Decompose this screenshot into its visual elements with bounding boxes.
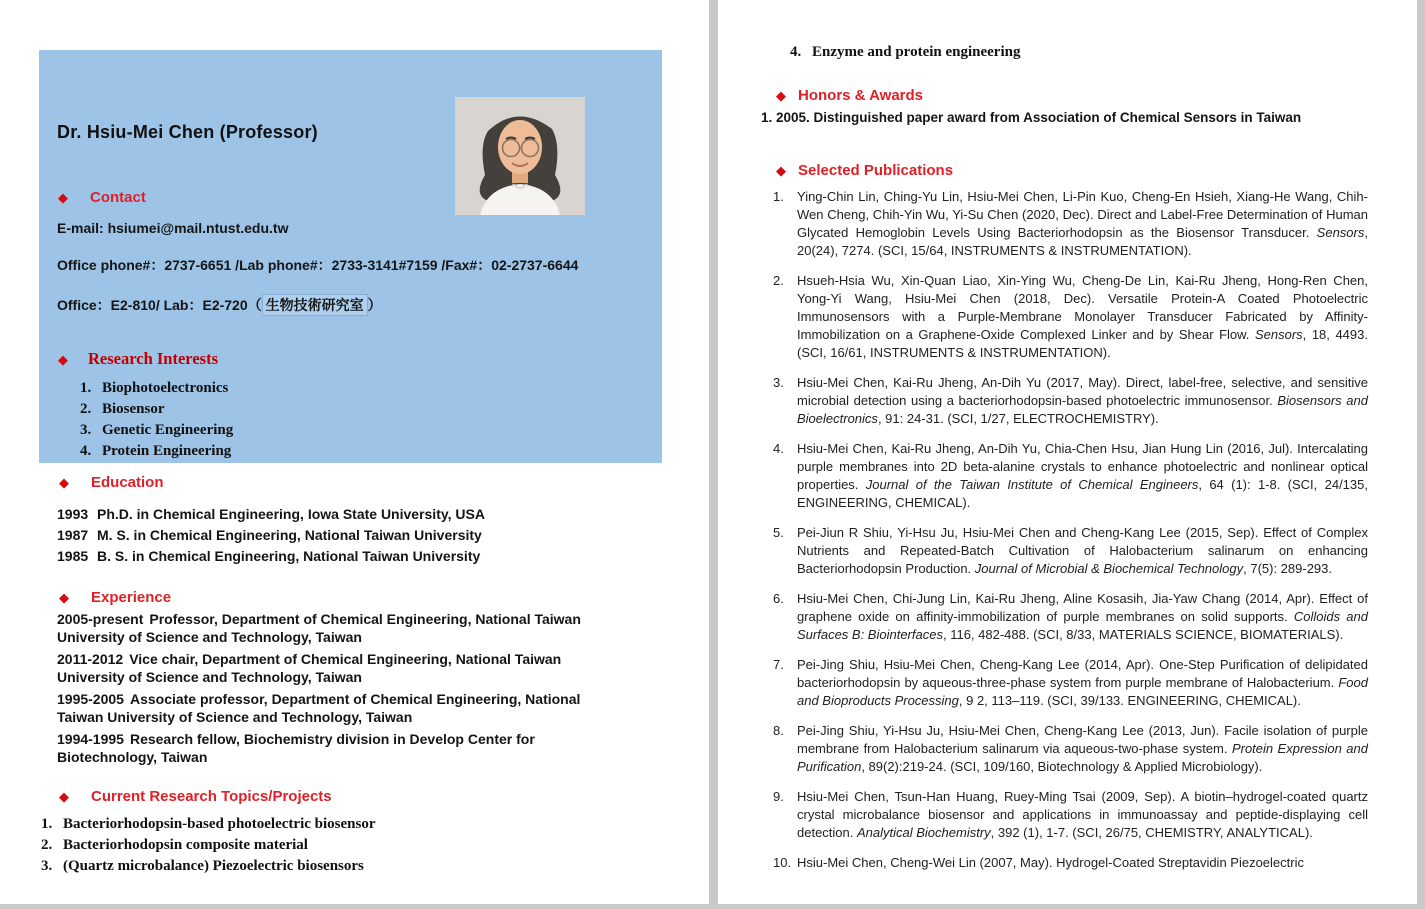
experience-item: 1994-1995 Research fellow, Biochemistry division in Develop Center for Biotechnology, Taiwan — [57, 731, 535, 765]
honors-heading-label: Honors & Awards — [798, 87, 924, 104]
publication-item: 7. Pei-Jing Shiu, Hsiu-Mei Chen, Cheng-Kang Lee (2014, Apr). One-Step Purification of delipidated bacteriorhodopsin by aqueous-three-phase system from purple membrane of Halobacterium. Food and Bioproducts Processing, 9 2, 113–119. (SCI, 39/133. ENGINEERING, CHEMICAL). — [773, 657, 1368, 708]
education-heading-label: Education — [91, 474, 164, 491]
diamond-icon: ◆ — [776, 88, 786, 103]
diamond-icon: ◆ — [59, 475, 69, 490]
cv-page-1 — [0, 0, 709, 904]
publication-item: 3. Hsiu-Mei Chen, Kai-Ru Jheng, An-Dih Yu (2017, May). Direct, label-free, selective, and sensitive microbial detection using a bacteriorhodopsin-based photoelectric immunosensor. Biosensors and Bioelectronics, 91: 24-31. (SCI, 1/27, ELECTROCHEMISTRY). — [773, 375, 1368, 426]
publication-item: 5. Pei-Jiun R Shiu, Yi-Hsu Ju, Hsiu-Mei Chen and Cheng-Kang Lee (2015, Sep). Effect of Complex Nutrients and Repeated-Batch Cultivation of Halobacterium salinarum on enhancing Bacteriorhodopsin Production. Journal of Microbial & Biochemical Technology, 7(5): 289-293. — [773, 525, 1368, 576]
experience-heading-label: Experience — [91, 589, 172, 606]
publication-item: 6. Hsiu-Mei Chen, Chi-Jung Lin, Kai-Ru Jheng, Aline Kosasih, Jia-Yaw Chang (2014, Apr). Effect of graphene oxide on affinity-immobilization of purple membranes on solid supports. Colloids and Surfaces B: Biointerfaces, 116, 482-488. (SCI, 8/33, MATERIALS SCIENCE, BIOMATERIALS). — [773, 591, 1368, 642]
diamond-icon: ◆ — [58, 351, 68, 367]
publication-item: 8. Pei-Jing Shiu, Yi-Hsu Ju, Hsiu-Mei Chen, Cheng-Kang Lee (2013, Jun). Facile isolation of purple membrane from Halobacterium salinarum via aqueous-two-phase system. Protein Expression and Purification, 89(2):219-24. (SCI, 109/160, Biotechnology & Applied Microbiology). — [773, 723, 1368, 774]
publication-item: 4. Hsiu-Mei Chen, Kai-Ru Jheng, An-Dih Yu, Chia-Chen Hsu, Jian Hung Lin (2016, Jul). Intercalating purple membranes into 2D beta-alanine crystals to enhance photoelectric and nonlinear optical properties. Journal of the Taiwan Institute of Chemical Engineers, 64 (1): 1-8. (SCI, 24/135, ENGINEERING, CHEMICAL). — [773, 441, 1368, 510]
office-line-prefix: Office：E2-810/ Lab：E2-720（ — [57, 297, 262, 313]
list-item: 1. Biophotoelectronics — [80, 380, 229, 396]
experience-heading — [59, 589, 617, 606]
page-gutter — [709, 0, 718, 909]
cv-body-left — [41, 463, 617, 877]
diamond-icon: ◆ — [58, 190, 68, 205]
honors-heading — [776, 87, 1417, 104]
list-item: 3. Genetic Engineering — [80, 422, 234, 438]
research-topics-continued-item: 4. Enzyme and protein engineering — [790, 44, 1021, 60]
experience-item: 2011-2012 Vice chair, Department of Chemical Engineering, National Taiwan University of Science and Technology, Taiwan — [57, 651, 562, 685]
publication-item: 9. Hsiu-Mei Chen, Tsun-Han Huang, Ruey-Ming Tsai (2009, Sep). A biotin–hydrogel-coated quartz crystal microbalance biosensor and applications in immunoassay and peptide-displaying cell detection. Analytical Biochemistry, 392 (1), 1-7. (SCI, 26/75, CHEMISTRY, ANALYTICAL). — [773, 789, 1368, 840]
lab-name-link[interactable]: 生物技術研究室 — [262, 294, 368, 316]
publication-item: 2. Hsueh-Hsia Wu, Xin-Quan Liao, Xin-Ying Wu, Cheng-De Lin, Kai-Ru Jheng, Hong-Ren Chen, Yong-Yi Wang, Hsiu-Mei Chen (2018, Dec). Versatile Protein-A Coated Photoelectric Immunosensors with a Purple-Membrane Monolayer Transducer Fabricated by Affinity-Immobilization on a Graphene-Oxide Complexed Linker and by Shear Flow. Sensors, 18, 4493. (SCI, 16/61, INSTRUMENTS & INSTRUMENTATION). — [773, 273, 1368, 360]
list-item: 3. (Quartz microbalance) Piezoelectric biosensors — [41, 858, 364, 874]
education-item: 1993 Ph.D. in Chemical Engineering, Iowa State University, USA — [57, 506, 485, 522]
page-title: Dr. Hsiu-Mei Chen (Professor) — [57, 122, 318, 142]
publication-item: 10. Hsiu-Mei Chen, Cheng-Wei Lin (2007, May). Hydrogel-Coated Streptavidin Piezoelectric — [773, 855, 1304, 870]
publications-list — [773, 188, 1368, 872]
education-item: 1987 M. S. in Chemical Engineering, National Taiwan University — [57, 527, 482, 543]
email-line: E-mail: hsiumei@mail.ntust.edu.tw — [57, 220, 289, 236]
contact-heading-label: Contact — [90, 189, 146, 206]
experience-list — [57, 610, 609, 766]
education-list — [57, 504, 617, 567]
current-research-heading — [59, 788, 617, 805]
portrait-illustration — [455, 97, 585, 215]
list-item: 2. Biosensor — [80, 401, 165, 417]
office-line-suffix: ） — [367, 297, 382, 313]
profile-panel — [39, 50, 662, 463]
research-interests-list — [80, 378, 662, 462]
research-interests-heading — [58, 349, 662, 369]
research-interests-label: Research Interests — [88, 349, 218, 368]
experience-item: 2005-present Professor, Department of Chemical Engineering, National Taiwan University of Science and Technology, Taiwan — [57, 611, 581, 645]
education-heading — [59, 474, 617, 491]
phone-line: Office phone#：2737-6651 /Lab phone#：2733-3141#7159 /Fax#：02-2737-6644 — [57, 257, 579, 273]
list-item: 2. Bacteriorhodopsin composite material — [41, 837, 308, 853]
list-item: 1. Bacteriorhodopsin-based photoelectric biosensor — [41, 816, 376, 832]
publication-item: 1. Ying-Chin Lin, Ching-Yu Lin, Hsiu-Mei Chen, Li-Pin Kuo, Cheng-En Hsieh, Xiang-He Wang, Chih-Wen Cheng, Chih-Yin Wu, Yi-Su Chen (2020, Dec). Direct and Label-Free Determination of Human Glycated Hemoglobin Levels Using Bacteriorhodopsin as the Biosensor Transducer. Sensors, 20(24), 7274. (SCI, 15/64, INSTRUMENTS & INSTRUMENTATION). — [773, 189, 1368, 258]
profile-photo — [455, 97, 585, 215]
publications-heading — [776, 162, 1417, 179]
honors-item: 1. 2005. Distinguished paper award from Association of Chemical Sensors in Taiwan — [761, 110, 1302, 125]
current-research-heading-label: Current Research Topics/Projects — [91, 788, 332, 805]
education-item: 1985 B. S. in Chemical Engineering, National Taiwan University — [57, 548, 481, 564]
diamond-icon: ◆ — [59, 590, 69, 605]
diamond-icon: ◆ — [59, 789, 69, 804]
diamond-icon: ◆ — [776, 163, 786, 178]
experience-item: 1995-2005 Associate professor, Department of Chemical Engineering, National Taiwan University of Science and Technology, Taiwan — [57, 691, 581, 725]
current-research-list — [41, 814, 617, 877]
publications-heading-label: Selected Publications — [798, 162, 954, 179]
office-line — [57, 294, 662, 316]
cv-page-2 — [718, 0, 1417, 904]
list-item: 4. Protein Engineering — [80, 443, 232, 459]
